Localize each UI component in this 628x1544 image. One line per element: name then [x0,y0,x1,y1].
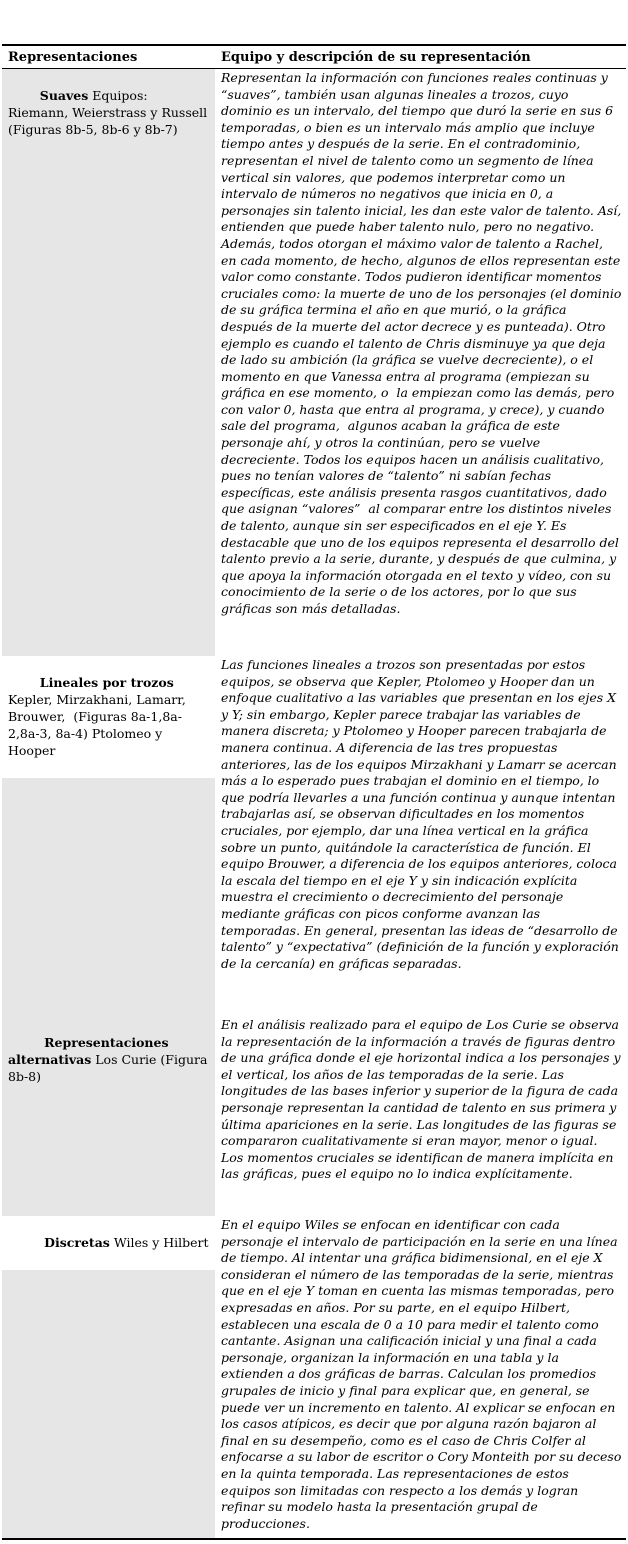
representations-table [2,44,626,1540]
table-row [2,1016,626,1216]
team-names: Los Curie (Figura 8b-8) [8,1052,212,1084]
row-discretas-description-cell [215,1216,626,1538]
team-names: Wiles y Hilbert [109,1235,209,1250]
description-text: En el análisis realizado para el equipo de Los Curie se observa la representación de la información a través de figuras dentro de una gráfica donde el eje horizontal indica a los personajes y el vertical, los años de las temporadas de la serie. Las longitudes de las bases inferior y superior de la figura de cada personaje representan la cantidad de talento en sus primera y última apariciones en la serie. Las longitudes de las figuras se compararon cualitativamente si eran mayor, menor o igual. Los momentos cruciales se identifican de manera implícita en las gráficas, pues el equipo no lo indica explícitamente. [221,1017,625,1182]
header-representaciones: Representaciones [8,50,138,65]
row-discretas-label [2,1216,215,1270]
category-name: Lineales por trozos [39,675,174,690]
row-suaves-label [2,69,215,157]
row-suaves-label-cell [2,69,215,656]
team-names: Kepler, Mirzakhani, Lamarr, Brouwer, (Figuras 8a-1,8a-2,8a-3, 8a-4) Ptolomeo y Hooper [8,675,190,758]
row-lineales-description-cell [215,656,626,1016]
row-alternativas-label-cell [2,1016,215,1216]
table-row [2,1216,626,1538]
header-equipo-descripcion: Equipo y descripción de su representación [221,50,531,65]
row-discretas-label-cell [2,1216,215,1538]
category-name: Discretas [39,1235,110,1250]
category-name: Suaves [39,88,89,103]
table-header-row [2,46,626,69]
row-lineales-label-cell [2,656,215,1016]
description-text: En el equipo Wiles se enfocan en identificar con cada personaje el intervalo de participación en la serie en una línea de tiempo. Al intentar una gráfica bidimensional, en el eje X consideran el número de las temporadas de la serie, mientras que en el eje Y toman en cuenta las mismas temporadas, pero expresadas en años. Por su parte, en el equipo Hilbert, establecen una escala de 0 a 10 para medir el talento como cantante. Asignan una calificación inicial y una final a cada personaje, organizan la información en una tabla y la extienden a dos gráficas de barras. Calculan los promedios grupales de inicio y final para explicar que, en general, se puede ver un incremento en talento. Al explicar se enfocan en los casos atípicos, es decir que por alguna razón bajaron al final en su desempeño, como es el caso de Chris Colfer al enfocarse a su labor de escritor o Cory Monteith por su deceso en la quinta temporada. Las representaciones de estos equipos son limitadas con respecto a los demás y logran refinar su modelo hasta la presentación grupal de producciones. [221,1217,626,1531]
description-text: Representan la información con funciones reales continuas y “suaves”, también usan algunas lineales a trozos, cuyo dominio es un intervalo, del tiempo que duró la serie en sus 6 temporadas, o bien es un intervalo más amplio que incluye tiempo antes y después de la serie. En el contradominio, representan el nivel de talento como un segmento de línea vertical sin valores, que podemos interpretar como un intervalo de números no negativos que inicia en 0, a personajes sin talento inicial, les dan este valor de talento. Así, entienden que puede haber talento nulo, pero no negativo. Además, todos otorgan el máximo valor de talento a Rachel, en cada momento, de hecho, algunos de ellos representan este valor como constante. Todos pudieron identificar momentos cruciales como: la muerte de uno de los personajes (el dominio de su gráfica termina el año en que murió, o la gráfica después de la muerte del actor decrece y es punteada). Otro ejemplo es cuando el talento de Chris disminuye ya que deja de lado su ambición (la gráfica se vuelve decreciente), o el momento en que Vanessa entra al programa (empiezan su gráfica en ese momento, o la empiezan como las demás, pero con valor 0, hasta que entra al programa, y crece), y cuando sale del programa, algunos acaban la gráfica de este personaje ahí, y otros la continúan, pero se vuelve decreciente. Todos los equipos hacen un análisis cualitativo, pues no tenían valores de “talento” ni sabían fechas específicas, este análisis presenta rasgos cuantitativos, dado que asignan “valores” al comparar entre los distintos niveles de talento, aunque sin ser especificados en el eje Y. Es destacable que uno de los equipos representa el desarrollo del talento previo a la serie, durante, y después de que culmina, y que apoya la información otorgada en el texto y vídeo, con su conocimiento de la serie o de los actores, por lo que sus gráficas son más detalladas. [221,70,626,616]
category-name: Representaciones alternativas [8,1035,173,1067]
row-lineales-label [2,656,215,778]
row-alternativas-label [2,1016,215,1104]
table-row [2,656,626,1016]
team-names: Equipos: Riemann, Weierstrass y Russell (Figuras 8b-5, 8b-6 y 8b-7) [8,88,212,137]
table-row [2,69,626,656]
row-alternativas-description-cell [215,1016,626,1216]
description-text: Las funciones lineales a trozos son presentadas por estos equipos, se observa que Kepler, Ptolomeo y Hooper dan un enfoque cualitativo a las variables que presentan en los ejes X y Y; sin embargo, Kepler parece trabajar las variables de manera discreta; y Ptolomeo y Hooper parecen trabajarla de manera continua. A diferencia de las tres propuestas anteriores, las de los equipos Mirzakhani y Lamarr se acercan más a lo esperado pues trabajan el dominio en el tiempo, lo que podría llevarles a una función continua y aunque intentan trabajarlas así, se observan dificultades en los momentos cruciales, por ejemplo, dar una línea vertical en la gráfica sobre un punto, quitándole la característica de función. El equipo Brouwer, a diferencia de los equipos anteriores, coloca la escala del tiempo en el eje Y y sin indicación explícita muestra el crecimiento o decrecimiento del personaje mediante gráficas con picos conforme avanzan las temporadas. En general, presentan las ideas de “desarrollo de talento” y “expectativa” (definición de la función y exploración de la cercanía) en gráficas separadas. [221,657,623,971]
row-suaves-description-cell [215,69,626,656]
